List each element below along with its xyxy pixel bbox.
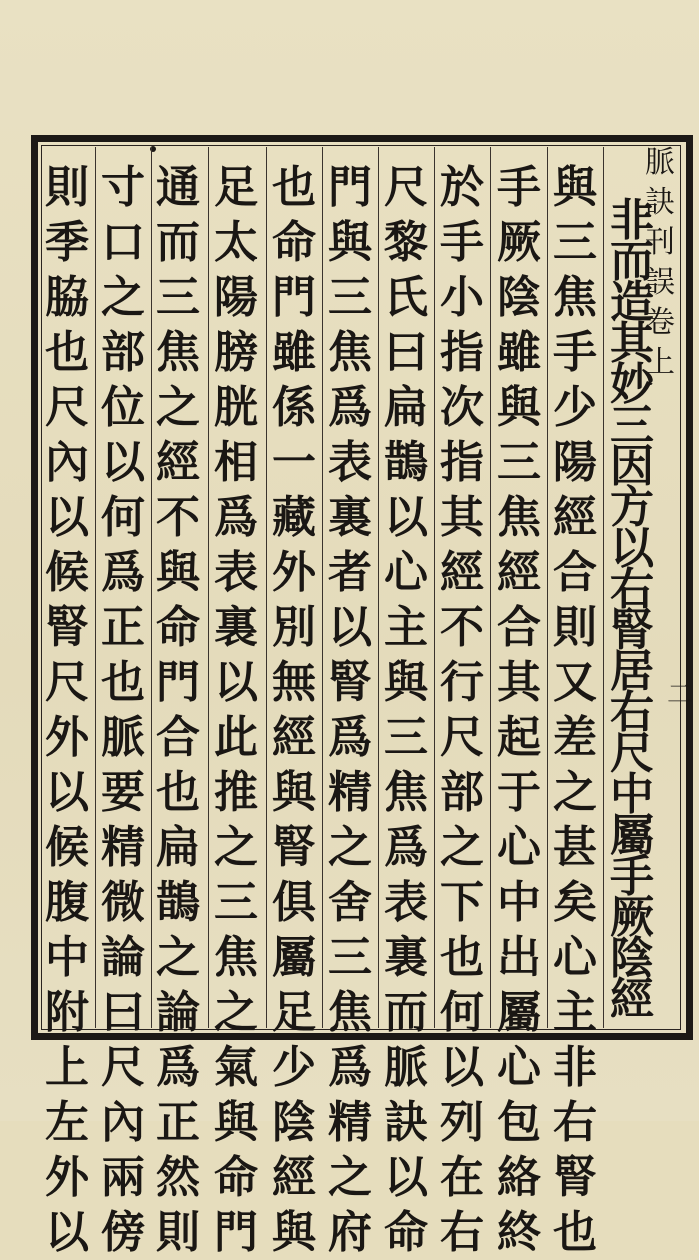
text-char: 終 — [497, 1207, 541, 1258]
text-char: 黎 — [384, 217, 428, 268]
text-char: 之 — [328, 822, 372, 873]
text-char: 腎 — [610, 605, 654, 656]
text-char: 焦 — [328, 327, 372, 378]
text-char: 焦 — [384, 767, 428, 818]
text-column — [266, 160, 322, 1258]
text-char: 以 — [610, 523, 654, 574]
text-char: 則 — [553, 602, 597, 653]
text-char: 胱 — [214, 382, 258, 433]
text-char: 相 — [214, 437, 258, 488]
text-char: 腹 — [45, 877, 89, 928]
text-char: 厥 — [497, 217, 541, 268]
text-char: 外 — [45, 1152, 89, 1203]
text-char: 陰 — [272, 1097, 316, 1148]
text-char: 與 — [272, 767, 316, 818]
text-char: 三 — [156, 272, 200, 323]
text-char: 曰 — [384, 327, 428, 378]
text-char: 方 — [610, 482, 654, 533]
text-char: 曰 — [101, 987, 145, 1038]
text-char: 以 — [440, 1042, 484, 1093]
text-char: 造 — [610, 277, 654, 328]
text-char: 甚 — [553, 822, 597, 873]
text-char: 脇 — [45, 272, 89, 323]
text-char: 左 — [45, 1097, 89, 1148]
text-char: 右 — [610, 687, 654, 738]
text-char: 指 — [440, 327, 484, 378]
text-char: 又 — [553, 657, 597, 708]
text-char: 小 — [440, 272, 484, 323]
text-char: 足 — [214, 162, 258, 213]
text-char: 心 — [384, 547, 428, 598]
text-char: 精 — [328, 1097, 372, 1148]
text-char: 則 — [156, 1207, 200, 1258]
text-char: 門 — [328, 162, 372, 213]
margin-title-char: 刊 — [645, 225, 675, 260]
text-column — [208, 160, 264, 1258]
text-char: 也 — [45, 327, 89, 378]
text-column — [434, 160, 490, 1258]
text-column — [378, 160, 434, 1258]
text-char: 也 — [272, 162, 316, 213]
text-char: 以 — [214, 657, 258, 708]
text-column — [39, 160, 95, 1258]
text-char: 尺 — [384, 162, 428, 213]
text-char: 正 — [101, 602, 145, 653]
text-char: 之 — [440, 822, 484, 873]
text-char: 下 — [440, 877, 484, 928]
text-char: 兩 — [101, 1152, 145, 1203]
text-char: 命 — [214, 1152, 258, 1203]
text-char: 內 — [101, 1097, 145, 1148]
text-char: 其 — [497, 657, 541, 708]
text-char: 而 — [156, 217, 200, 268]
text-char: 舍 — [328, 877, 372, 928]
text-char: 以 — [328, 602, 372, 653]
text-char: 與 — [328, 217, 372, 268]
margin-title-char: 脈 — [645, 145, 675, 180]
text-char: 心 — [497, 1042, 541, 1093]
text-char: 焦 — [497, 492, 541, 543]
margin-title-char: 訣 — [645, 185, 675, 220]
text-char: 主 — [553, 987, 597, 1038]
text-char: 以 — [384, 492, 428, 543]
text-char: 在 — [440, 1152, 484, 1203]
text-char: 與 — [272, 1207, 316, 1258]
text-char: 部 — [101, 327, 145, 378]
text-char: 外 — [45, 712, 89, 763]
text-char: 妙 — [610, 359, 654, 410]
text-char: 與 — [553, 162, 597, 213]
text-char: 其 — [610, 318, 654, 369]
text-char: 鵲 — [384, 437, 428, 488]
text-char: 三 — [328, 272, 372, 323]
text-char: 中 — [610, 769, 654, 820]
text-char: 非 — [610, 195, 654, 246]
text-char: 以 — [101, 437, 145, 488]
text-char: 列 — [440, 1097, 484, 1148]
text-char: 中 — [45, 932, 89, 983]
text-column — [95, 160, 151, 1258]
text-char: 爲 — [156, 1042, 200, 1093]
text-char: 合 — [553, 547, 597, 598]
text-char: 出 — [497, 932, 541, 983]
text-char: 論 — [156, 987, 200, 1038]
text-column — [150, 160, 206, 1258]
text-char: 裏 — [214, 602, 258, 653]
text-char: 候 — [45, 822, 89, 873]
text-char: 屬 — [272, 932, 316, 983]
text-char: 腎 — [272, 822, 316, 873]
text-char: 經 — [272, 712, 316, 763]
text-char: 合 — [497, 602, 541, 653]
text-char: 三 — [497, 437, 541, 488]
text-char: 因 — [610, 441, 654, 492]
text-char: 以 — [45, 1207, 89, 1258]
text-char: 陽 — [553, 437, 597, 488]
text-char: 於 — [440, 162, 484, 213]
text-char: 門 — [272, 272, 316, 323]
text-char: 之 — [156, 382, 200, 433]
text-char: 三 — [384, 712, 428, 763]
text-char: 陽 — [214, 272, 258, 323]
text-char: 別 — [272, 602, 316, 653]
text-char: 外 — [272, 547, 316, 598]
text-char: 位 — [101, 382, 145, 433]
text-column — [547, 160, 603, 1258]
text-char: 氏 — [384, 272, 428, 323]
text-char: 經 — [610, 974, 654, 1025]
text-char: 以 — [45, 767, 89, 818]
text-char: 尺 — [440, 712, 484, 763]
text-char: 不 — [440, 602, 484, 653]
text-char: 爲 — [384, 822, 428, 873]
text-char: 心 — [553, 932, 597, 983]
text-char: 也 — [440, 932, 484, 983]
text-char: 係 — [272, 382, 316, 433]
text-char: 尺 — [45, 657, 89, 708]
text-char: 于 — [497, 767, 541, 818]
text-char: 尺 — [101, 1042, 145, 1093]
text-char: 主 — [384, 602, 428, 653]
text-char: 命 — [156, 602, 200, 653]
text-char: 脈 — [384, 1042, 428, 1093]
text-char: 經 — [156, 437, 200, 488]
text-char: 部 — [440, 767, 484, 818]
text-char: 與 — [384, 657, 428, 708]
text-char: 然 — [156, 1152, 200, 1203]
text-char: 俱 — [272, 877, 316, 928]
text-char: 門 — [156, 657, 200, 708]
text-char: 厥 — [610, 892, 654, 943]
text-char: 則 — [45, 162, 89, 213]
text-char: 次 — [440, 382, 484, 433]
text-char: 何 — [440, 987, 484, 1038]
text-char: 膀 — [214, 327, 258, 378]
text-char: 經 — [497, 547, 541, 598]
text-char: 三 — [214, 877, 258, 928]
text-char: 焦 — [214, 932, 258, 983]
text-char: 少 — [272, 1042, 316, 1093]
text-char: 與 — [497, 382, 541, 433]
text-char: 此 — [214, 712, 258, 763]
text-char: 經 — [553, 492, 597, 543]
text-char: 脈 — [101, 712, 145, 763]
text-char: 要 — [101, 767, 145, 818]
text-char: 手 — [497, 162, 541, 213]
text-char: 絡 — [497, 1152, 541, 1203]
text-char: 尺 — [610, 728, 654, 779]
text-char: 鵲 — [156, 877, 200, 928]
text-char: 手 — [440, 217, 484, 268]
text-char: 腎 — [45, 602, 89, 653]
text-char: 以 — [45, 492, 89, 543]
text-column — [491, 160, 547, 1258]
text-char: 少 — [553, 382, 597, 433]
text-char: 府 — [328, 1207, 372, 1258]
text-char: 也 — [553, 1207, 597, 1258]
text-char: 而 — [384, 987, 428, 1038]
text-char: 之 — [101, 272, 145, 323]
text-char: 扁 — [384, 382, 428, 433]
text-char: 之 — [214, 987, 258, 1038]
text-char: 候 — [45, 547, 89, 598]
text-char: 正 — [156, 1097, 200, 1148]
text-char: 表 — [214, 547, 258, 598]
text-char: 三 — [553, 217, 597, 268]
text-char: 裏 — [328, 492, 372, 543]
text-char: 經 — [272, 1152, 316, 1203]
text-char: 爲 — [328, 712, 372, 763]
text-char: 屬 — [610, 810, 654, 861]
text-char: 右 — [440, 1207, 484, 1258]
text-char: 焦 — [328, 987, 372, 1038]
margin-title-char: 卷 — [645, 305, 675, 340]
text-char: 無 — [272, 657, 316, 708]
text-char: 附 — [45, 987, 89, 1038]
text-char: 爲 — [101, 547, 145, 598]
text-char: 氣 — [214, 1042, 258, 1093]
text-char: 一 — [272, 437, 316, 488]
margin-title-char: 上 — [645, 345, 675, 380]
text-char: 之 — [156, 932, 200, 983]
text-char: 陰 — [497, 272, 541, 323]
text-char: 陰 — [610, 933, 654, 984]
text-char: 命 — [384, 1207, 428, 1258]
text-char: 三 — [328, 932, 372, 983]
text-char: 心 — [497, 822, 541, 873]
text-char: 腎 — [328, 657, 372, 708]
text-char: 手 — [553, 327, 597, 378]
text-char: 之 — [328, 1152, 372, 1203]
text-char: 雖 — [272, 327, 316, 378]
text-char: 中 — [497, 877, 541, 928]
text-char: 而 — [610, 236, 654, 287]
text-char: 也 — [156, 767, 200, 818]
text-char: 扁 — [156, 822, 200, 873]
text-char: 指 — [440, 437, 484, 488]
text-char: 雖 — [497, 327, 541, 378]
text-char: 與 — [156, 547, 200, 598]
text-char: 裏 — [384, 932, 428, 983]
text-char: 焦 — [553, 272, 597, 323]
text-char: 通 — [156, 162, 200, 213]
text-char: 訣 — [384, 1097, 428, 1148]
text-char: 太 — [214, 217, 258, 268]
text-char: 矣 — [553, 877, 597, 928]
text-char: 經 — [440, 547, 484, 598]
margin-title-char: 誤 — [645, 265, 675, 300]
text-char: 上 — [45, 1042, 89, 1093]
text-char: 包 — [497, 1097, 541, 1148]
text-char: 焦 — [156, 327, 200, 378]
text-char: 何 — [101, 492, 145, 543]
text-char: 寸 — [101, 162, 145, 213]
text-char: 右 — [553, 1097, 597, 1148]
text-char: 也 — [101, 657, 145, 708]
text-char: 微 — [101, 877, 145, 928]
text-char: 之 — [214, 822, 258, 873]
text-char: 行 — [440, 657, 484, 708]
text-char: 足 — [272, 987, 316, 1038]
text-char: 表 — [384, 877, 428, 928]
text-char: 尺 — [45, 382, 89, 433]
text-char: 爲 — [328, 1042, 372, 1093]
text-char: 命 — [272, 217, 316, 268]
text-char: 合 — [156, 712, 200, 763]
text-char: 以 — [384, 1152, 428, 1203]
text-char: 傍 — [101, 1207, 145, 1258]
text-char: 內 — [45, 437, 89, 488]
text-char: 不 — [156, 492, 200, 543]
text-char: 季 — [45, 217, 89, 268]
text-char: 精 — [101, 822, 145, 873]
text-char: 屬 — [497, 987, 541, 1038]
text-char: 起 — [497, 712, 541, 763]
text-char: 三 — [610, 400, 654, 451]
text-char: 差 — [553, 712, 597, 763]
text-char: 居 — [610, 646, 654, 697]
text-char: 其 — [440, 492, 484, 543]
text-char: 推 — [214, 767, 258, 818]
text-char: 爲 — [214, 492, 258, 543]
text-column — [604, 195, 660, 1025]
text-char: 與 — [214, 1097, 258, 1148]
text-char: 精 — [328, 767, 372, 818]
text-char: 腎 — [553, 1152, 597, 1203]
text-char: 非 — [553, 1042, 597, 1093]
text-char: 藏 — [272, 492, 316, 543]
text-column — [322, 160, 378, 1258]
text-char: 口 — [101, 217, 145, 268]
text-char: 右 — [610, 564, 654, 615]
text-char: 之 — [553, 767, 597, 818]
folio-number: 二 — [666, 680, 693, 710]
text-char: 門 — [214, 1207, 258, 1258]
text-char: 手 — [610, 851, 654, 902]
text-char: 者 — [328, 547, 372, 598]
text-char: 表 — [328, 437, 372, 488]
text-char: 論 — [101, 932, 145, 983]
text-char: 爲 — [328, 382, 372, 433]
